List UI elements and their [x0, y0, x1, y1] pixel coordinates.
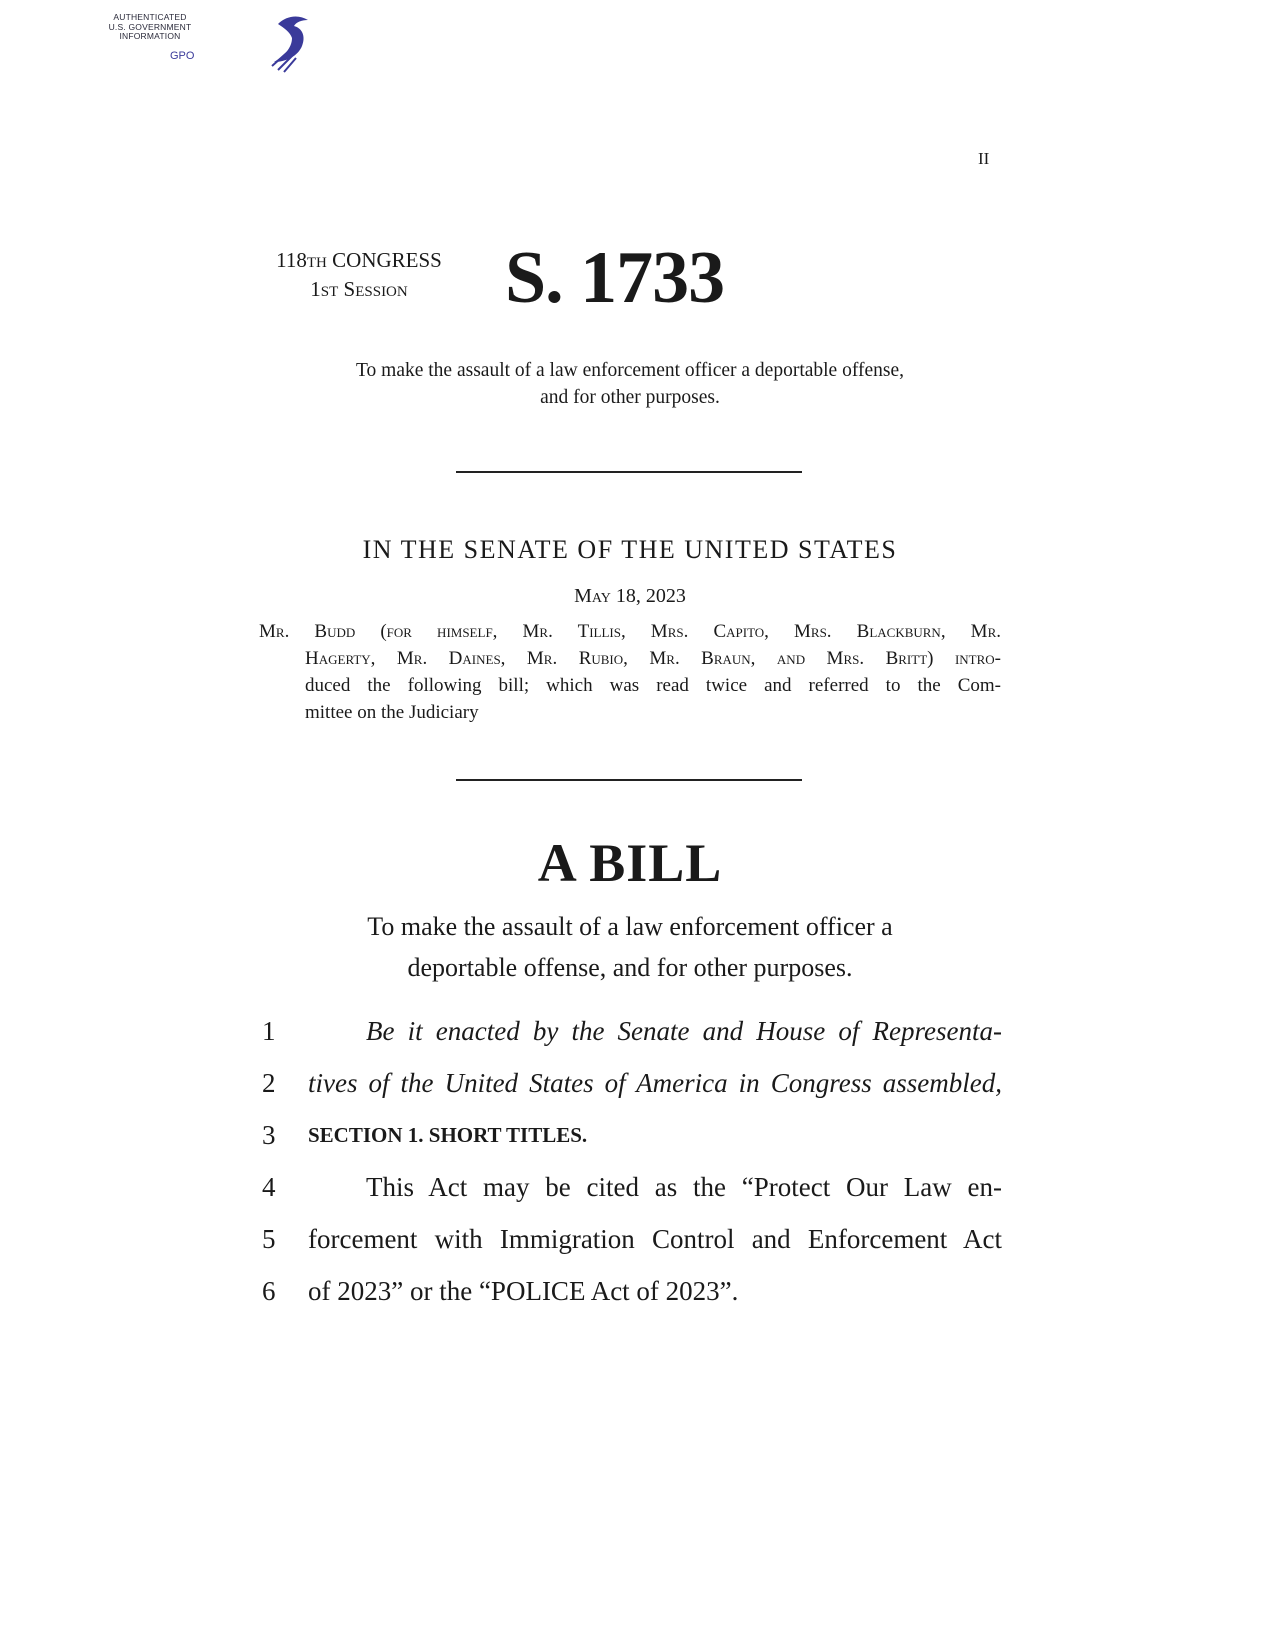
sponsors-line-4: mittee on the Judiciary	[305, 702, 479, 723]
section-text: of 2023” or the “POLICE Act of 2023”.	[308, 1276, 739, 1306]
line-number: 3	[262, 1120, 276, 1150]
section-heading: SECTION 1. SHORT TITLES.	[308, 1123, 588, 1147]
line-number: 4	[262, 1172, 276, 1202]
body-line	[262, 1264, 1002, 1318]
line-number: 5	[262, 1224, 276, 1254]
section-text: forcement with Immigration Control and Enforcement Act	[308, 1224, 1002, 1254]
body-line	[262, 1056, 1002, 1110]
bill-label: A BILL	[537, 833, 723, 893]
line-number: 1	[262, 1016, 276, 1046]
long-title-line-1: To make the assault of a law enforcement officer a	[367, 912, 893, 941]
gpo-authenticated-logo	[104, 10, 234, 74]
body-line	[262, 1004, 1002, 1058]
long-title	[250, 906, 1010, 988]
enacting-clause: tives of the United States of America in Congress assembled,	[308, 1068, 1002, 1098]
gpo-line-2: U.S. GOVERNMENT	[108, 21, 192, 32]
divider	[456, 779, 802, 781]
divider	[456, 471, 802, 473]
gpo-line-3: INFORMATION	[119, 31, 181, 41]
sponsors-line-1: Mr. Budd (for himself, Mr. Tillis, Mrs. Capito, Mrs. Blackburn, Mr.	[259, 621, 1001, 642]
chamber-heading: IN THE SENATE OF THE UNITED STATES	[362, 535, 898, 564]
congress-session	[254, 247, 464, 305]
line-number: 6	[262, 1276, 276, 1306]
body-line	[262, 1212, 1002, 1266]
short-purpose-line-1: To make the assault of a law enforcement officer a deportable offense,	[355, 360, 904, 381]
sponsors-line-3: duced the following bill; which was read twice and referred to the Com-	[305, 675, 1001, 696]
sponsors-line-2: Hagerty, Mr. Daines, Mr. Rubio, Mr. Braun, and Mrs. Britt) intro-	[305, 648, 1001, 669]
short-purpose	[250, 357, 1010, 411]
section-text: This Act may be cited as the “Protect Our Law en-	[366, 1172, 1002, 1202]
congress-number: 118TH CONGRESS	[276, 248, 442, 272]
gpo-logo-text	[104, 13, 196, 42]
line-number: 2	[262, 1068, 276, 1098]
gpo-mark: GPO	[170, 50, 195, 62]
enacting-clause: Be it enacted by the Senate and House of Representa-	[366, 1016, 1002, 1046]
session-number: 1ST SESSION	[310, 277, 408, 301]
introduction-date: May 18, 2023	[574, 585, 686, 607]
sponsors-paragraph	[259, 618, 1001, 726]
page-marker: II	[978, 149, 990, 168]
bill-number: S. 1733	[505, 237, 725, 319]
body-line	[262, 1108, 1002, 1162]
short-purpose-line-2: and for other purposes.	[540, 387, 720, 408]
body-line	[262, 1160, 1002, 1214]
gpo-line-1: AUTHENTICATED	[113, 12, 187, 22]
eagle-icon	[186, 10, 316, 74]
long-title-line-2: deportable offense, and for other purposes.	[407, 953, 853, 982]
